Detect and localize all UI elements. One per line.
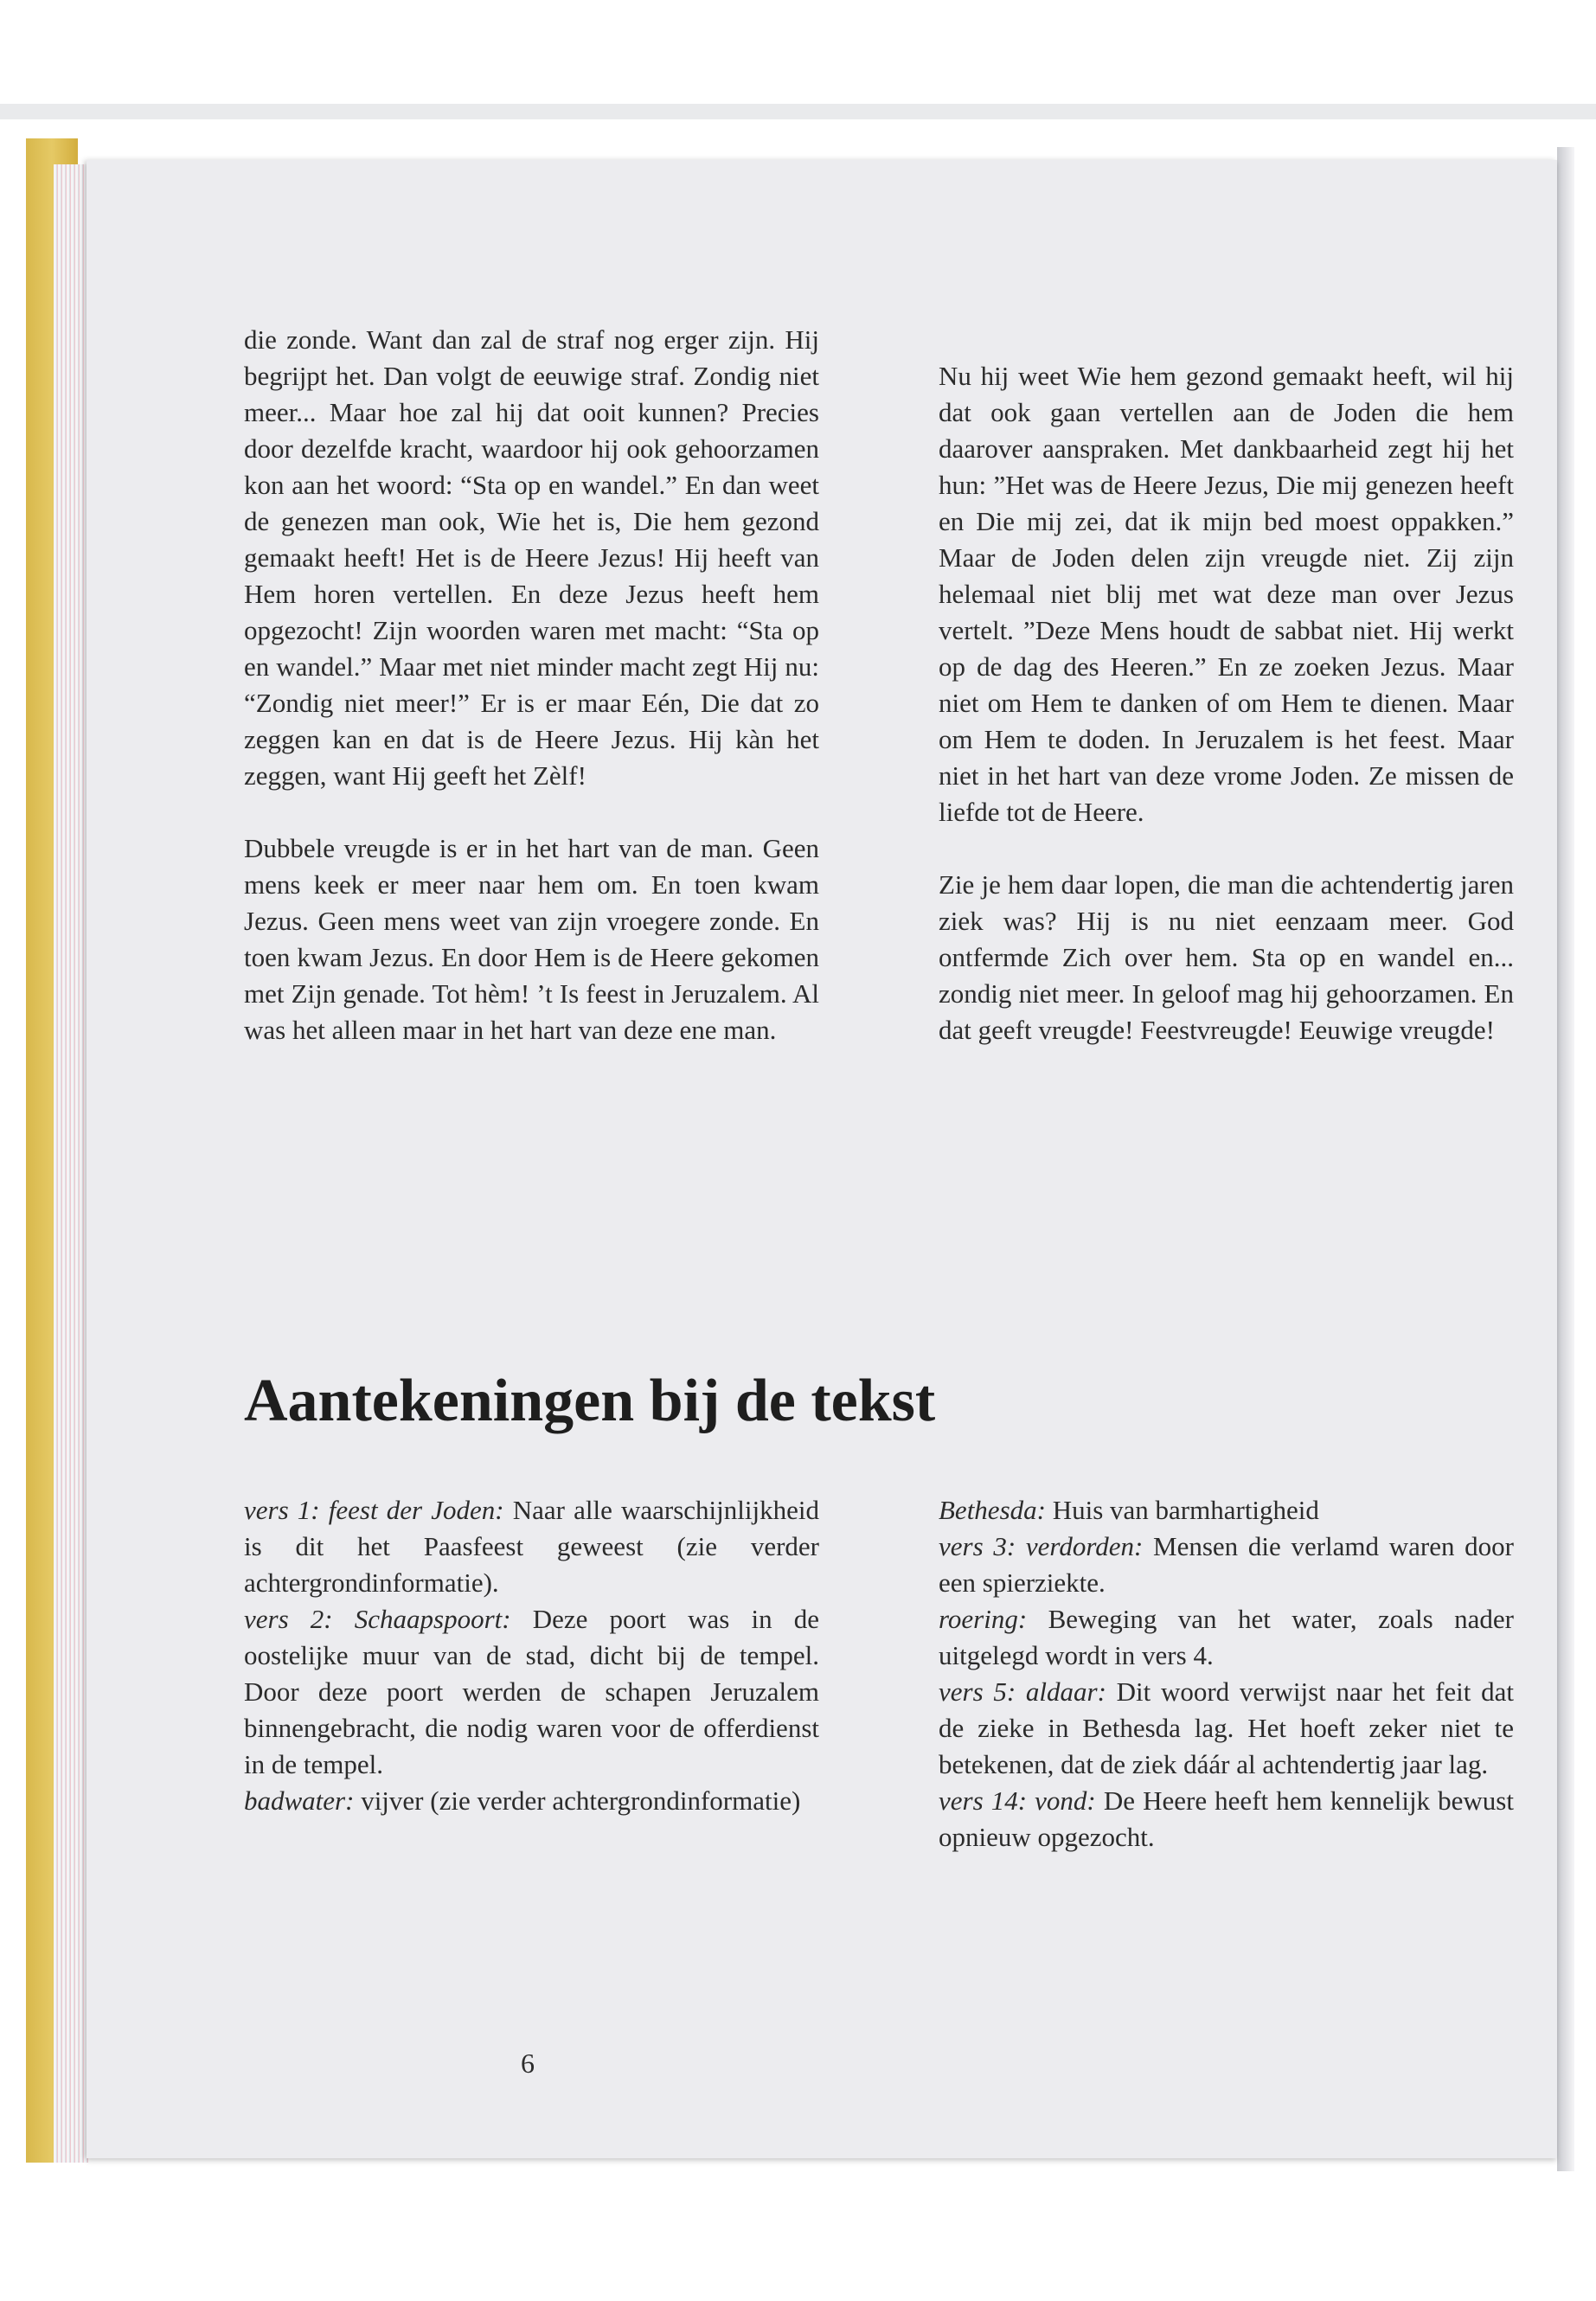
note-entry xyxy=(939,1492,1514,1529)
note-entry xyxy=(244,1601,819,1783)
note-entry xyxy=(244,1492,819,1601)
note-entry xyxy=(939,1529,1514,1601)
note-text: Huis van barmhartigheid xyxy=(1045,1495,1319,1525)
paragraph: die zonde. Want dan zal de straf nog erger zijn. Hij begrijpt het. Dan volgt de eeuwige straf. Zondig niet meer... Maar hoe zal hij dat ooit kunnen? Precies door dezelfde kracht, waardoor hij ook gehoorzamen kon aan het woord: “Sta op en wandel.” En dan weet de genezen man ook, Wie het is, Die hem gezond gemaakt heeft! Het is de Heere Jezus! Hij heeft van Hem horen vertellen. En deze Jezus heeft hem opgezocht! Zijn woorden waren met macht: “Sta op en wandel.” Maar met niet minder macht zegt Hij nu: “Zondig niet meer!” Er is er maar Eén, Die dat zo zeggen kan en dat is de Heere Jezus. Hij kàn het zeggen, want Hij geeft het Zèlf! xyxy=(244,324,819,791)
note-entry xyxy=(939,1601,1514,1674)
note-term: roering: xyxy=(939,1604,1028,1634)
note-term: vers 3: verdorden: xyxy=(939,1531,1144,1561)
note-entry xyxy=(939,1783,1514,1856)
book-page-edges xyxy=(54,164,88,2163)
note-term: Bethesda: xyxy=(939,1495,1046,1525)
scan-top-edge xyxy=(0,104,1596,119)
note-term: vers 2: Schaapspoort: xyxy=(244,1604,511,1634)
note-text: De Heere heeft hem kennelijk bewust opnieuw opgezocht. xyxy=(939,1785,1514,1852)
note-text: Naar alle waarschijnlijkheid is dit het Paasfeest geweest (zie verder achtergrondinformatie). xyxy=(244,1495,819,1598)
paragraph: Nu hij weet Wie hem gezond gemaakt heeft, wil hij dat ook gaan vertellen aan de Joden die hem daarover aanspraken. Met dankbaarheid zegt hij het hun: ”Het was de Heere Jezus, Die mij genezen heeft en Die mij zei, dat ik mijn bed moest oppakken.” Maar de Joden delen zijn vreugde niet. Zij zijn helemaal niet blij met wat deze man over Jezus vertelt. ”Deze Mens houdt de sabbat niet. Hij werkt op de dag des Heeren.” En ze zoeken Jezus. Maar niet om Hem te danken of om Hem te dienen. Maar om Hem te doden. In Jeruzalem is het feest. Maar niet in het hart van deze vrome Joden. Ze missen de liefde tot de Heere. xyxy=(939,361,1514,827)
note-text: Deze poort was in de oostelijke muur van de stad, dicht bij de tempel. Door deze poort werden de schapen Jeruzalem binnengebracht, die nodig waren voor de offerdienst in de tempel. xyxy=(244,1604,820,1779)
page-right-edge xyxy=(1557,147,1574,2171)
note-text: vijver (zie verder achtergrondinformatie) xyxy=(354,1785,801,1816)
page-number: 6 xyxy=(521,2048,535,2079)
note-text: Mensen die verlamd waren door een spierziekte. xyxy=(939,1531,1515,1598)
paragraph: Zie je hem daar lopen, die man die achtendertig jaren ziek was? Hij is nu niet eenzaam meer. God ontfermde Zich over hem. Sta op en wandel en... zondig niet meer. In geloof mag hij gehoorzamen. En dat geeft vreugde! Feestvreugde! Eeuwige vreugde! xyxy=(939,869,1514,1045)
text-column-right xyxy=(939,358,1514,1048)
note-text: Beweging van het water, zoals nader uitgelegd wordt in vers 4. xyxy=(939,1604,1514,1670)
notes-column-right xyxy=(939,1492,1514,1856)
note-term: vers 14: vond: xyxy=(939,1785,1096,1816)
notes-column-left xyxy=(244,1492,819,1819)
note-term: vers 5: aldaar: xyxy=(939,1676,1106,1707)
note-text: Dit woord verwijst naar het feit dat de zieke in Bethesda lag. Het hoeft zeker niet te betekenen, dat de ziek dáár al achtendertig jaar lag. xyxy=(939,1676,1514,1779)
text-column-left xyxy=(244,322,819,1048)
paragraph: Dubbele vreugde is er in het hart van de man. Geen mens keek er meer naar hem om. En toen kwam Jezus. Geen mens weet van zijn vroegere zonde. En toen kwam Jezus. En door Hem is de Heere gekomen met Zijn genade. Tot hèm! ’t Is feest in Jeruzalem. Al was het alleen maar in het hart van deze ene man. xyxy=(244,833,819,1045)
note-term: badwater: xyxy=(244,1785,355,1816)
section-heading: Aantekeningen bij de tekst xyxy=(244,1368,936,1434)
note-entry xyxy=(244,1783,819,1819)
note-entry xyxy=(939,1674,1514,1783)
note-term: vers 1: feest der Joden: xyxy=(244,1495,504,1525)
